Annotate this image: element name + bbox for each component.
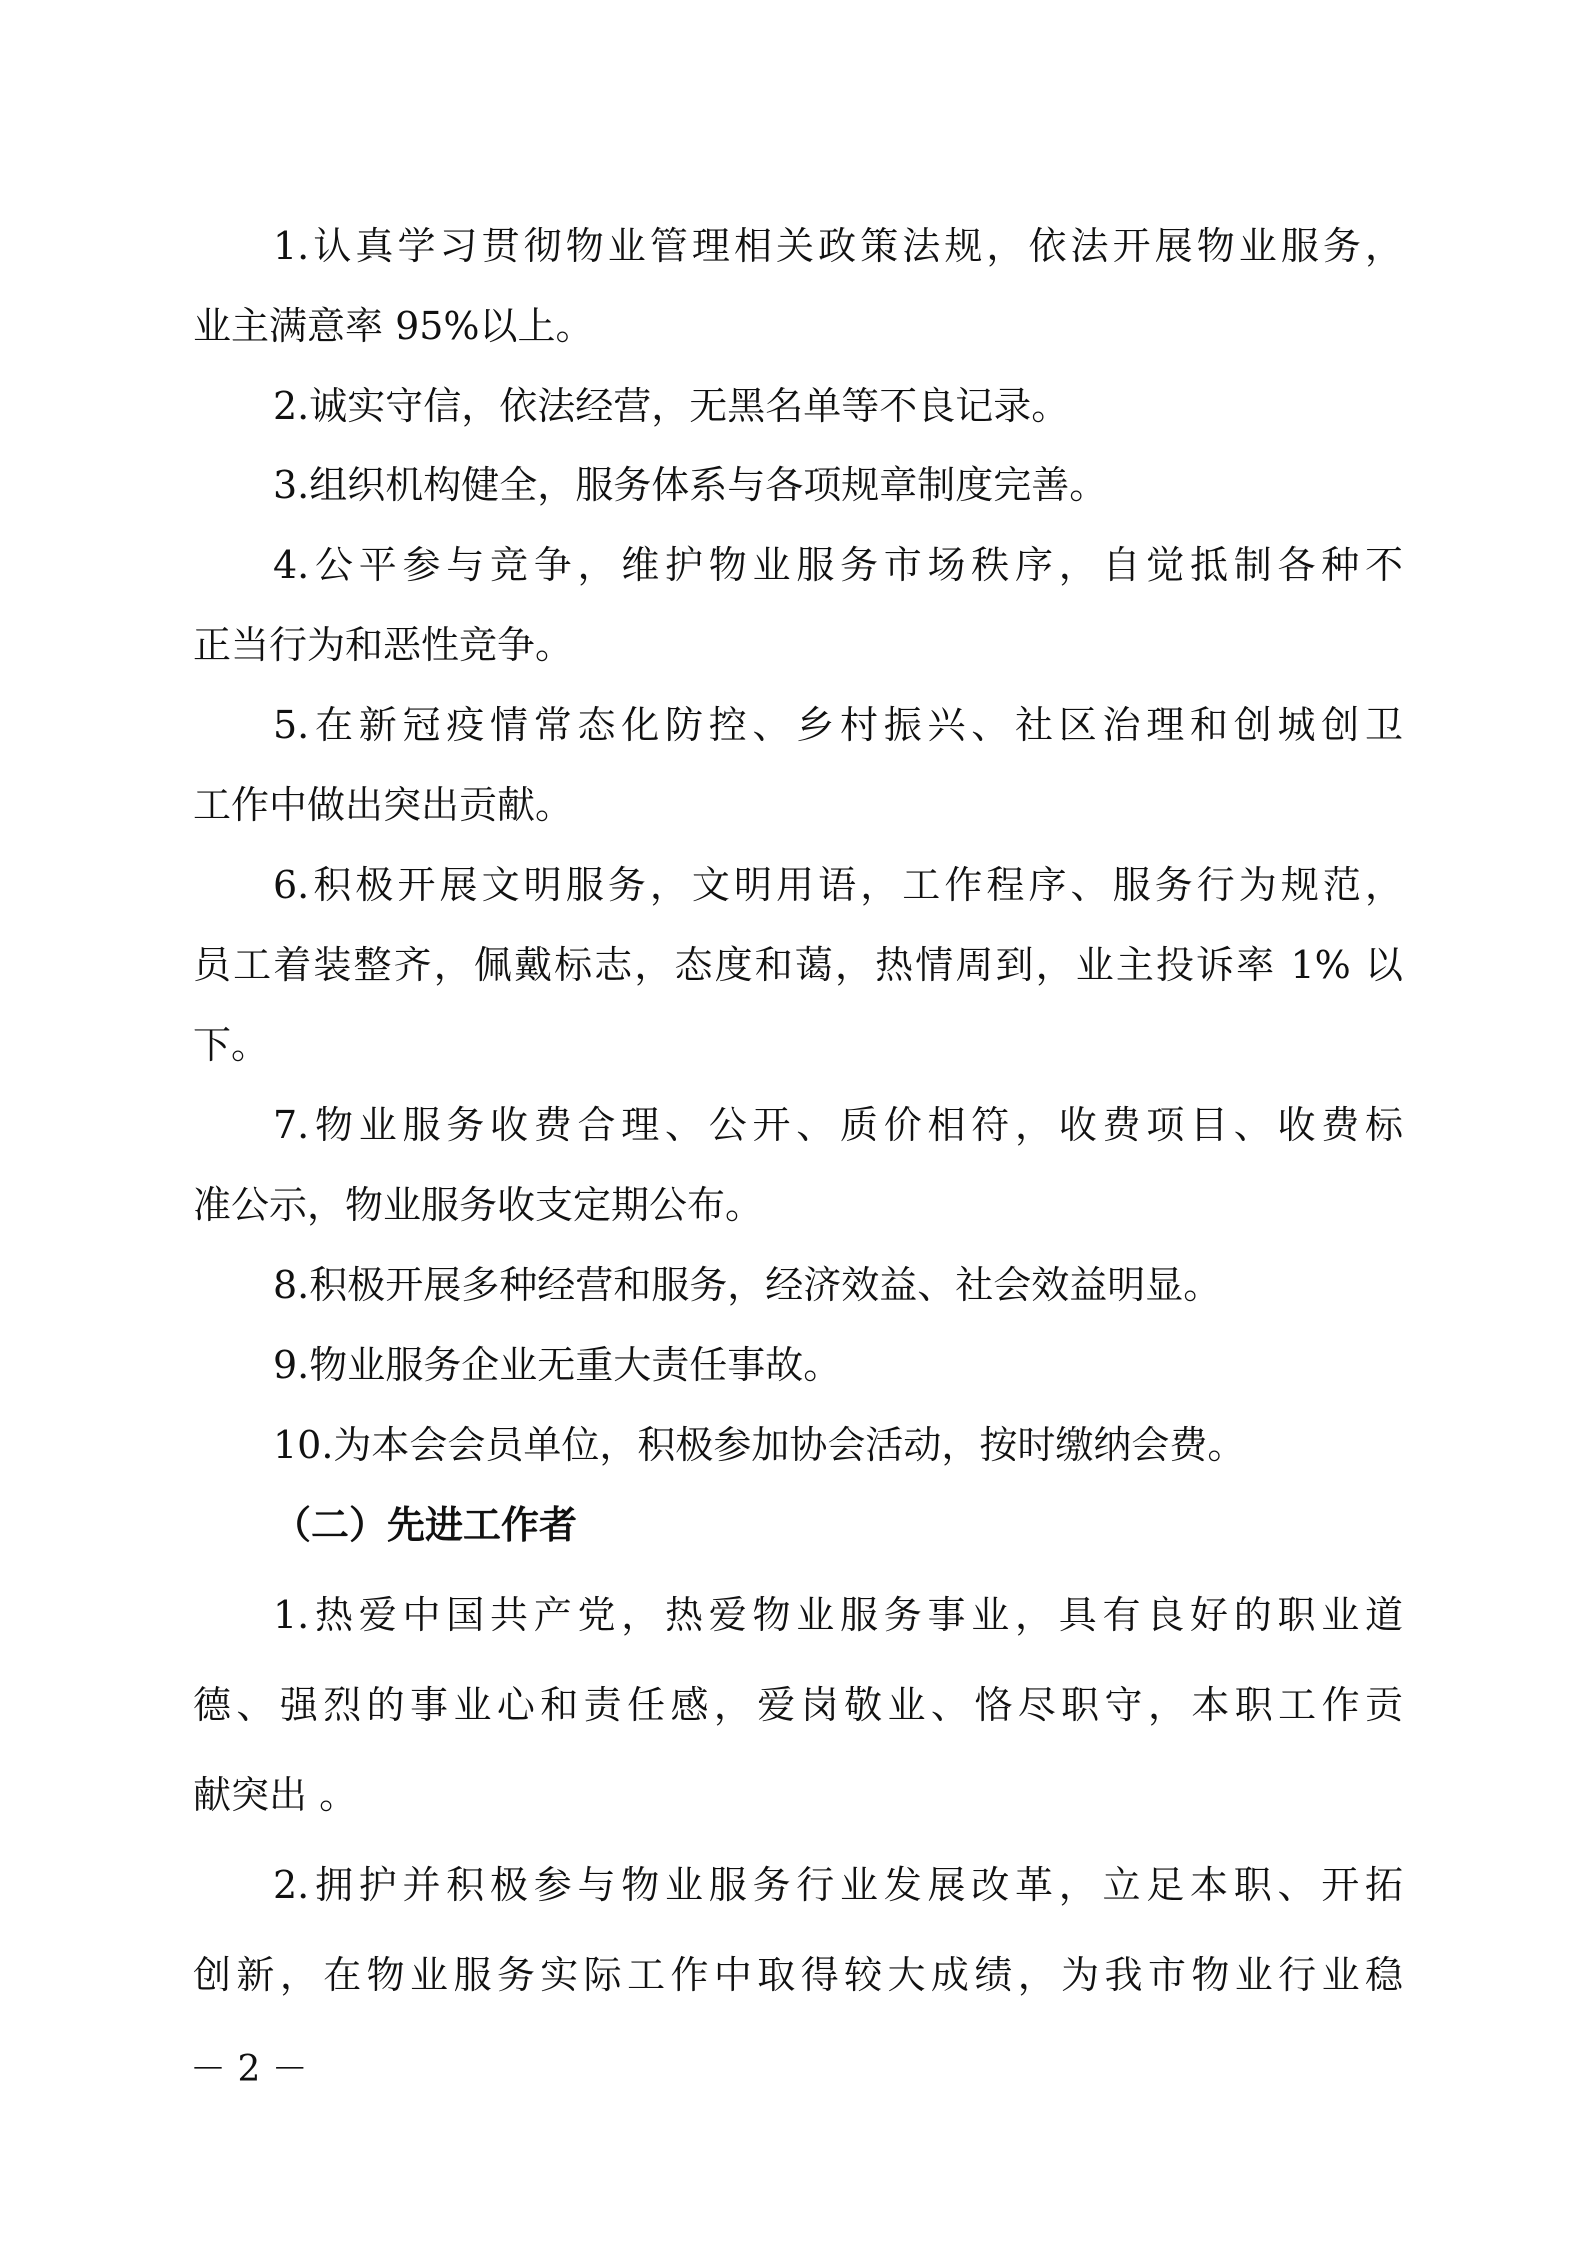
paragraph-2: 2.诚实守信，依法经营，无黑名单等不良记录。 [273, 384, 1070, 428]
paragraph-4-line-2: 正当行为和恶性竞争。 [193, 623, 574, 667]
worker-paragraph-1-line-1: 1.热爱中国共产党，热爱物业服务事业，具有良好的职业道 [273, 1593, 1403, 1637]
paragraph-1-line-2: 业主满意率 95%以上。 [193, 304, 594, 348]
paragraph-4-line-1: 4.公平参与竞争，维护物业服务市场秩序，自觉抵制各种不 [273, 543, 1403, 587]
section-heading-advanced-worker: （二）先进工作者 [273, 1503, 578, 1547]
paragraph-1-line-1: 1.认真学习贯彻物业管理相关政策法规，依法开展物业服务， [273, 224, 1403, 268]
worker-paragraph-2-line-1: 2.拥护并积极参与物业服务行业发展改革，立足本职、开拓 [273, 1863, 1403, 1907]
worker-paragraph-1-line-2: 德、强烈的事业心和责任感，爱岗敬业、恪尽职守，本职工作贡 [193, 1683, 1403, 1727]
paragraph-6-line-1: 6.积极开展文明服务，文明用语，工作程序、服务行为规范， [273, 863, 1403, 907]
paragraph-8: 8.积极开展多种经营和服务，经济效益、社会效益明显。 [273, 1263, 1222, 1307]
paragraph-3: 3.组织机构健全，服务体系与各项规章制度完善。 [273, 463, 1108, 507]
paragraph-5-line-2: 工作中做出突出贡献。 [193, 783, 574, 827]
paragraph-7-line-1: 7.物业服务收费合理、公开、质价相符，收费项目、收费标 [273, 1103, 1403, 1147]
page-number: － 2 － [190, 2049, 308, 2090]
paragraph-7-line-2: 准公示，物业服务收支定期公布。 [193, 1183, 764, 1227]
worker-paragraph-2-line-2: 创新，在物业服务实际工作中取得较大成绩，为我市物业行业稳 [193, 1953, 1403, 1997]
paragraph-5-line-1: 5.在新冠疫情常态化防控、乡村振兴、社区治理和创城创卫 [273, 703, 1403, 747]
paragraph-10: 10.为本会会员单位，积极参加协会活动，按时缴纳会费。 [273, 1423, 1246, 1467]
paragraph-6-line-2: 员工着装整齐，佩戴标志，态度和蔼，热情周到，业主投诉率 1% 以 [193, 943, 1403, 987]
paragraph-6-line-3: 下。 [193, 1023, 270, 1067]
paragraph-9: 9.物业服务企业无重大责任事故。 [273, 1343, 842, 1387]
worker-paragraph-1-line-3: 献突出 。 [193, 1773, 358, 1817]
